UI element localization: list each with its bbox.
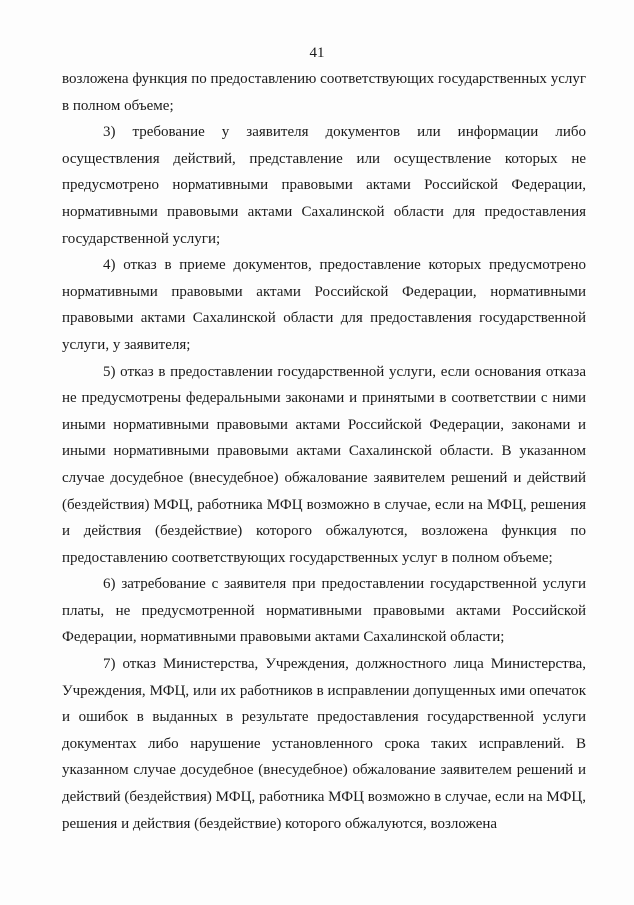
paragraph-item-5: 5) отказ в предоставлении государственной услуги, если основания отказа не предусмотрены федеральными законами и принятыми в соответствии с ними иными нормативными правовыми актами Российской Федерации, законами и иными нормативными правовыми актами Сахалинской области. В указанном случае досудебное (внесудебное) обжалование заявителем решений и действий (бездействия) МФЦ, работника МФЦ возможно в случае, если на МФЦ, решения и действия (бездействие) которого обжалуются, возложена функция по предоставлению соответствующих государственных услуг в полном объеме; — [62, 363, 586, 566]
paragraph-continuation: возложена функция по предоставлению соответствующих государственных услуг в полном объеме; — [62, 71, 586, 114]
page-number: 41 — [309, 45, 325, 61]
paragraph-item-4: 4) отказ в приеме документов, предоставление которых предусмотрено нормативными правовыми актами Российской Федерации, нормативными правовыми актами Сахалинской области для предоставления государственной услуги, у заявителя; — [62, 257, 586, 353]
paragraph-item-6: 6) затребование с заявителя при предоставлении государственной услуги платы, не предусмотренной нормативными правовыми актами Российской Федерации, нормативными правовыми актами Сахалинской области; — [62, 576, 586, 646]
document-body — [62, 66, 586, 837]
paragraph-item-3: 3) требование у заявителя документов или информации либо осуществления действий, представление или осуществление которых не предусмотрено нормативными правовыми актами Российской Федерации, нормативными правовыми актами Сахалинской области для предоставления государственной услуги; — [62, 124, 586, 247]
paragraph-item-7: 7) отказ Министерства, Учреждения, должностного лица Министерства, Учреждения, МФЦ, или их работников в исправлении допущенных ими опечаток и ошибок в выданных в результате предоставления государственной услуги документах либо нарушение установленного срока таких исправлений. В указанном случае досудебное (внесудебное) обжалование заявителем решений и действий (бездействия) МФЦ, работника МФЦ возможно в случае, если на МФЦ, решения и действия (бездействие) которого обжалуются, возложена — [62, 656, 586, 832]
